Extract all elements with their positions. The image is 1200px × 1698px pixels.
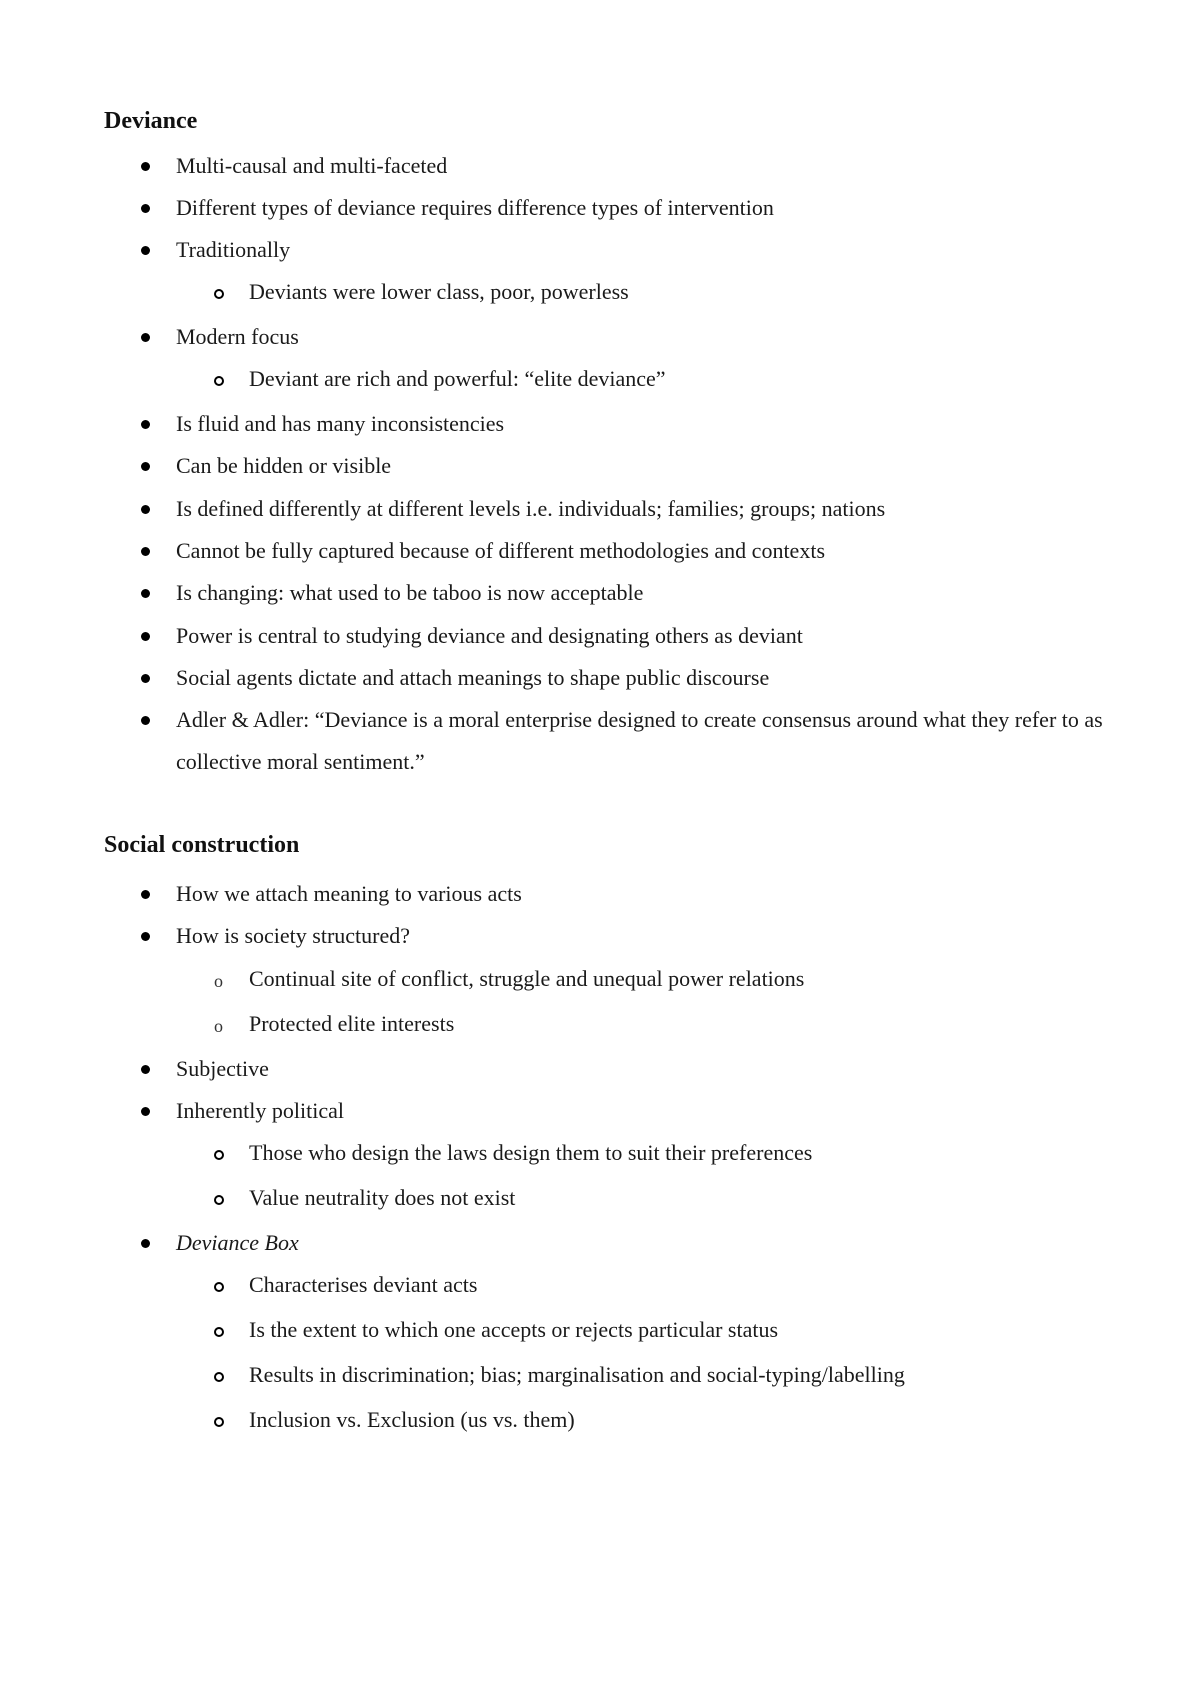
list-item: Different types of deviance requires difference types of intervention <box>176 195 774 220</box>
bullet-icon <box>141 632 150 641</box>
sub-bullet-icon <box>214 1327 224 1337</box>
bullet-icon <box>141 1065 150 1074</box>
list-item: How we attach meaning to various acts <box>176 881 522 906</box>
list-item: Continual site of conflict, struggle and unequal power relations <box>249 966 805 991</box>
list-item: Cannot be fully captured because of different methodologies and contexts <box>176 538 825 563</box>
list-item: Deviance Box <box>176 1230 299 1255</box>
list-item: Traditionally <box>176 237 291 262</box>
list-item: Multi-causal and multi-faceted <box>176 153 448 178</box>
list-item: Results in discrimination; bias; marginalisation and social-typing/labelling <box>249 1362 905 1387</box>
list-item: Modern focus <box>176 324 299 349</box>
list-item: Power is central to studying deviance and designating others as deviant <box>176 623 803 648</box>
list-item: Inherently political <box>176 1098 344 1123</box>
bullet-icon <box>141 333 150 342</box>
list-item: Is changing: what used to be taboo is now acceptable <box>176 580 644 605</box>
list-item: Adler & Adler: “Deviance is a moral enterprise designed to create consensus around what they refer to as collective moral sentiment.” <box>176 707 1103 774</box>
list-item: Protected elite interests <box>249 1011 455 1036</box>
sub-bullet-icon <box>214 1282 224 1292</box>
sub-bullet-icon <box>214 376 224 386</box>
list-item: Is defined differently at different levels i.e. individuals; families; groups; nations <box>176 496 886 521</box>
sub-bullet-icon <box>214 1150 224 1160</box>
bullet-icon <box>141 204 150 213</box>
bullet-icon <box>141 1107 150 1116</box>
section-heading-social-construction: Social construction <box>104 832 300 858</box>
list-item: Social agents dictate and attach meanings to shape public discourse <box>176 665 770 690</box>
bullet-icon <box>141 589 150 598</box>
bullet-icon <box>141 162 150 171</box>
section-heading-deviance: Deviance <box>104 108 198 134</box>
sub-bullet-icon <box>214 289 224 299</box>
list-item: Is fluid and has many inconsistencies <box>176 411 505 436</box>
list-item: How is society structured? <box>176 923 410 948</box>
sub-bullet-icon: o <box>214 971 223 991</box>
bullet-icon <box>141 420 150 429</box>
sub-bullet-icon <box>214 1417 224 1427</box>
list-item: Inclusion vs. Exclusion (us vs. them) <box>249 1407 575 1432</box>
list-item: Characterises deviant acts <box>249 1272 478 1297</box>
sub-bullet-icon <box>214 1195 224 1205</box>
bullet-icon <box>141 932 150 941</box>
list-item: Can be hidden or visible <box>176 453 392 478</box>
bullet-icon <box>141 505 150 514</box>
list-item: Is the extent to which one accepts or rejects particular status <box>249 1317 779 1342</box>
sub-bullet-icon <box>214 1372 224 1382</box>
bullet-icon <box>141 462 150 471</box>
list-item: Those who design the laws design them to suit their preferences <box>249 1140 813 1165</box>
list-item: Subjective <box>176 1056 269 1081</box>
bullet-icon <box>141 674 150 683</box>
list-item: Value neutrality does not exist <box>249 1185 516 1210</box>
sub-bullet-icon: o <box>214 1016 223 1036</box>
list-item: Deviant are rich and powerful: “elite deviance” <box>249 366 666 391</box>
bullet-icon <box>141 547 150 556</box>
bullet-icon <box>141 246 150 255</box>
bullet-icon <box>141 716 150 725</box>
bullet-icon <box>141 1239 150 1248</box>
bullet-icon <box>141 890 150 899</box>
list-item: Deviants were lower class, poor, powerless <box>249 279 629 304</box>
